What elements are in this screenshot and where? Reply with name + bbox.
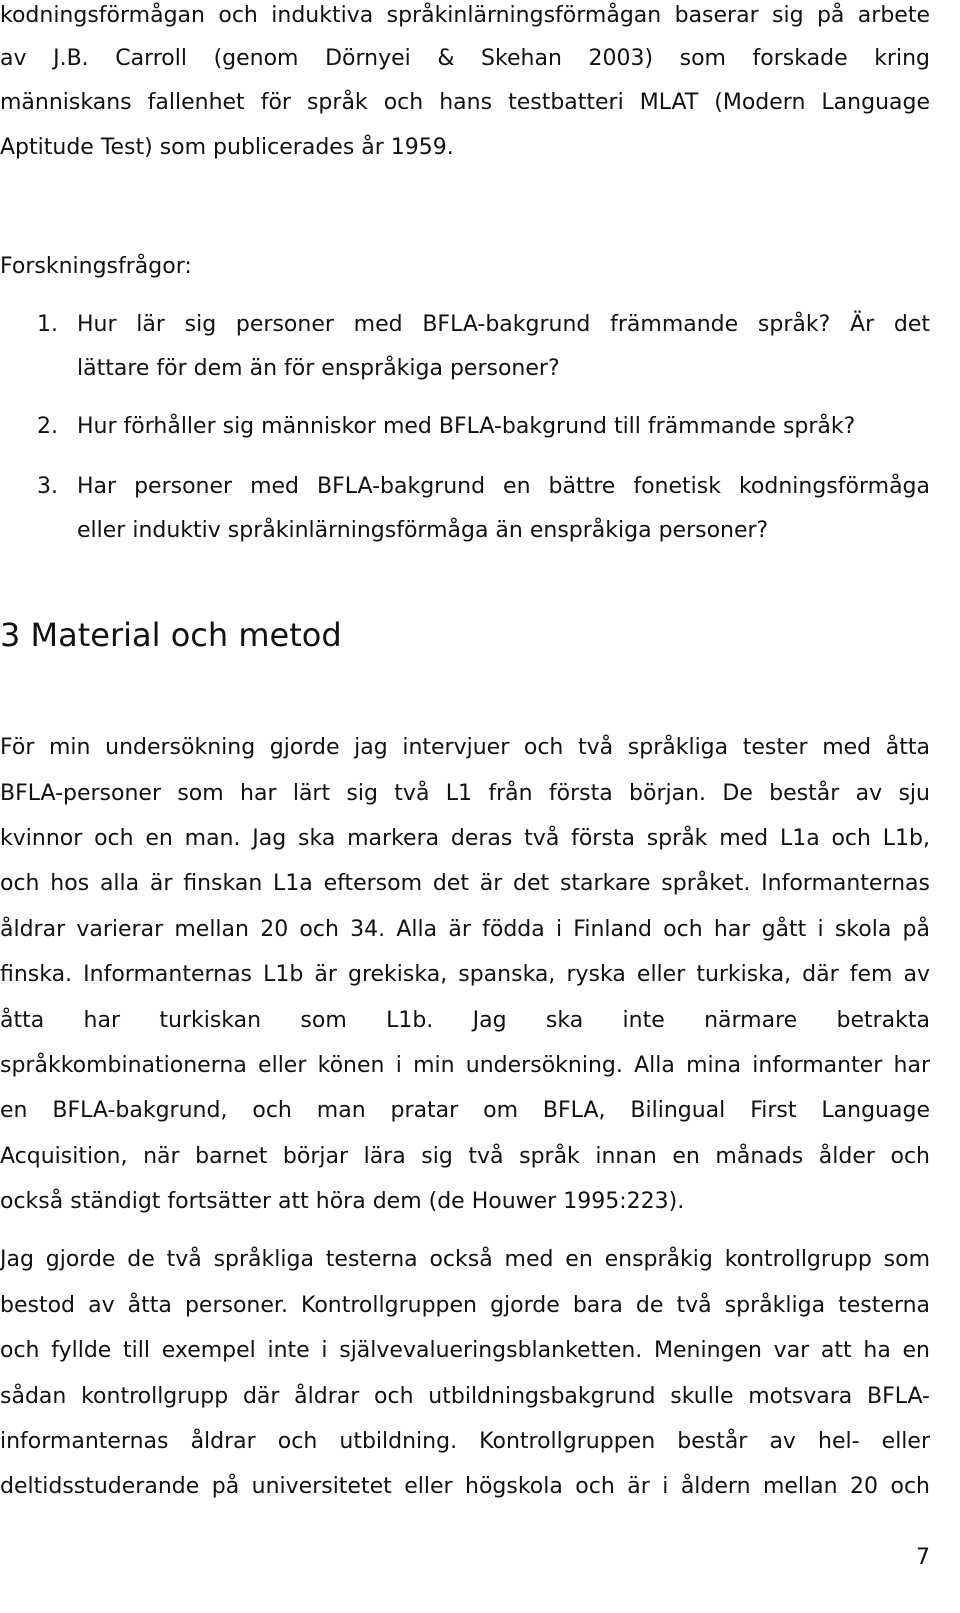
paragraph-line: sådan kontrollgrupp där åldrar och utbildningsbakgrund skulle motsvara BFLA- — [0, 1384, 930, 1409]
paragraph-line: åtta har turkiskan som L1b. Jag ska inte närmare betrakta — [0, 1008, 930, 1033]
paragraph-line: informanternas åldrar och utbildning. Kontrollgruppen består av hel- eller — [0, 1429, 930, 1454]
paragraph-line: deltidsstuderande på universitetet eller högskola och är i åldern mellan 20 och — [0, 1474, 930, 1499]
paragraph-line: bestod av åtta personer. Kontrollgruppen gjorde bara de två språkliga testerna — [0, 1293, 930, 1318]
paragraph-line: en BFLA-bakgrund, och man pratar om BFLA, Bilingual First Language — [0, 1098, 930, 1123]
intro-line: Aptitude Test) som publicerades år 1959. — [0, 135, 454, 160]
question-line: Har personer med BFLA-bakgrund en bättre fonetisk kodningsförmåga — [77, 474, 930, 499]
paragraph-line: finska. Informanternas L1b är grekiska, spanska, ryska eller turkiska, där fem av — [0, 962, 930, 987]
paragraph-line: åldrar varierar mellan 20 och 34. Alla är födda i Finland och har gått i skola på — [0, 917, 930, 942]
questions-label: Forskningsfrågor: — [0, 254, 192, 279]
paragraph-line: och hos alla är finskan L1a eftersom det är det starkare språket. Informanternas — [0, 871, 930, 896]
paragraph-line: Acquisition, när barnet börjar lära sig två språk innan en månads ålder och — [0, 1144, 930, 1169]
intro-line: av J.B. Carroll (genom Dörnyei & Skehan 2003) som forskade kring — [0, 46, 930, 71]
paragraph-line: språkkombinationerna eller könen i min undersökning. Alla mina informanter har — [0, 1053, 930, 1078]
intro-line: kodningsförmågan och induktiva språkinlärningsförmågan baserar sig på arbete — [0, 3, 930, 28]
question-line: lättare för dem än för enspråkiga personer? — [77, 356, 560, 381]
question-line: Hur förhåller sig människor med BFLA-bakgrund till främmande språk? — [77, 414, 856, 439]
intro-line: människans fallenhet för språk och hans testbatteri MLAT (Modern Language — [0, 90, 930, 115]
paragraph-line: kvinnor och en man. Jag ska markera deras två första språk med L1a och L1b, — [0, 826, 930, 851]
paragraph-line: Jag gjorde de två språkliga testerna också med en enspråkig kontrollgrupp som — [0, 1247, 930, 1272]
question-line: eller induktiv språkinlärningsförmåga än enspråkiga personer? — [77, 518, 769, 543]
paragraph-line: För min undersökning gjorde jag intervjuer och två språkliga tester med åtta — [0, 735, 930, 760]
paragraph-line: också ständigt fortsätter att höra dem (de Houwer 1995:223). — [0, 1189, 685, 1214]
paragraph-line: och fyllde till exempel inte i självevalueringsblanketten. Meningen var att ha en — [0, 1338, 930, 1363]
section-heading: 3 Material och metod — [0, 616, 342, 654]
question-number: 2. — [37, 414, 58, 439]
question-line: Hur lär sig personer med BFLA-bakgrund främmande språk? Är det — [77, 312, 930, 337]
page-number: 7 — [916, 1545, 930, 1570]
question-number: 1. — [37, 312, 58, 337]
paragraph-line: BFLA-personer som har lärt sig två L1 från första början. De består av sju — [0, 781, 930, 806]
question-number: 3. — [37, 474, 58, 499]
